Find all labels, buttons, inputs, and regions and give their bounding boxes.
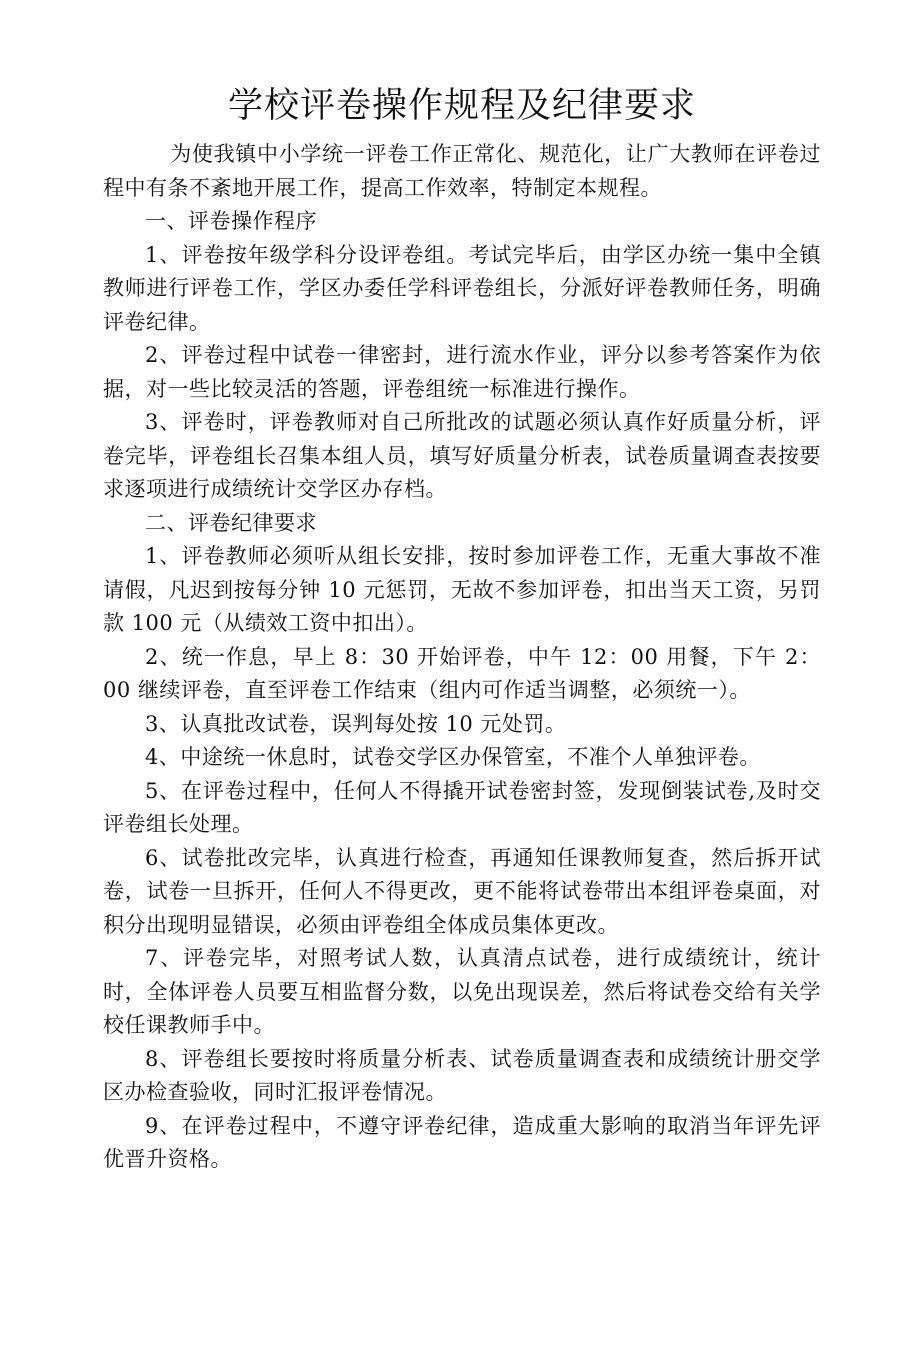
discipline-item-6: 6、试卷批改完毕，认真进行检查，再通知任课教师复查，然后拆开试卷，试卷一旦拆开，任何人不得更改，更不能将试卷带出本组评卷桌面，对积分出现明显错误，必须由评卷组全体成员集体更改。 <box>103 845 821 937</box>
procedure-item-1: 1、评卷按年级学科分设评卷组。考试完毕后，由学区办统一集中全镇教师进行评卷工作，学区办委任学科评卷组长，分派好评卷教师任务，明确评卷纪律。 <box>103 242 821 334</box>
discipline-item-3: 3、认真批改试卷，误判每处按 10 元处罚。 <box>145 711 567 736</box>
discipline-item-8: 8、评卷组长要按时将质量分析表、试卷质量调查表和成绩统计册交学区办检查验收，同时汇报评卷情况。 <box>103 1046 821 1104</box>
intro-paragraph: 为使我镇中小学统一评卷工作正常化、规范化，让广大教师在评卷过程中有条不紊地开展工作，提高工作效率，特制定本规程。 <box>103 142 821 200</box>
discipline-item-9: 9、在评卷过程中，不遵守评卷纪律，造成重大影响的取消当年评先评优晋升资格。 <box>103 1113 821 1171</box>
discipline-item-2: 2、统一作息，早上 8：30 开始评卷，中午 12：00 用餐，下午 2：00 继续评卷，直至评卷工作结束（组内可作适当调整，必须统一）。 <box>103 644 821 702</box>
procedure-item-3: 3、评卷时，评卷教师对自己所批改的试题必须认真作好质量分析，评卷完毕，评卷组长召集本组人员，填写好质量分析表，试卷质量调查表按要求逐项进行成绩统计交学区办存档。 <box>103 410 821 501</box>
section-heading-procedure: 一、评卷操作程序 <box>145 209 317 233</box>
document-page <box>103 78 821 1177</box>
discipline-item-7: 7、评卷完毕，对照考试人数，认真清点试卷，进行成绩统计，统计时，全体评卷人员要互相监督分数，以免出现误差，然后将试卷交给有关学校任课教师手中。 <box>103 946 821 1037</box>
discipline-item-5: 5、在评卷过程中，任何人不得撬开试卷密封签，发现倒装试卷,及时交评卷组长处理。 <box>103 778 821 836</box>
procedure-item-2: 2、评卷过程中试卷一律密封，进行流水作业，评分以参考答案作为依据，对一些比较灵活的答题，评卷组统一标准进行操作。 <box>103 343 821 401</box>
section-heading-discipline: 二、评卷纪律要求 <box>145 510 317 535</box>
discipline-item-4: 4、中途统一休息时，试卷交学区办保管室，不准个人单独评卷。 <box>145 745 761 769</box>
document-title: 学校评卷操作规程及纪律要求 <box>227 86 696 126</box>
discipline-item-1: 1、评卷教师必须听从组长安排，按时参加评卷工作，无重大事故不准请假，凡迟到按每分钟 10 元惩罚，无故不参加评卷，扣出当天工资，另罚款 100 元（从绩效工资中扣出）。 <box>103 544 821 635</box>
